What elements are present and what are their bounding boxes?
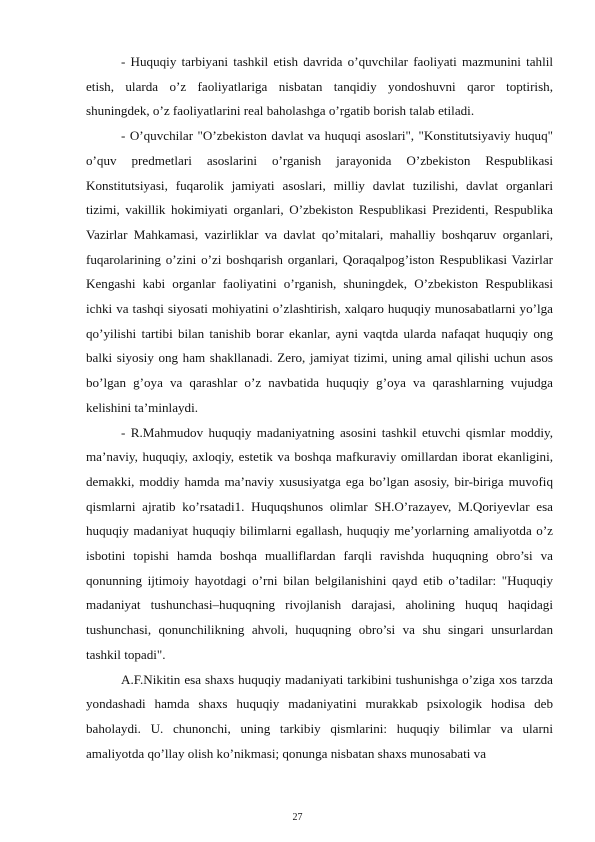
body-text — [86, 50, 553, 766]
page-number: 27 — [292, 812, 303, 823]
paragraph-1: - Huquqiy tarbiyani tashkil etish davrida o’quvchilar faoliyati mazmunini tahlil etish, ularda o’z faoliyatlariga nisbatan tanqidiy yondoshuvni qaror toptirish, shuningdek, o’z faoliyatlarini real baholashga o’rgatib borish talab etiladi. — [86, 54, 553, 119]
paragraph-2: - O’quvchilar "O’zbekiston davlat va huquqi asoslari", "Konstitutsiyaviy huquq" o’quv predmetlari asoslarini o’rganish jarayonida O’zbekiston Respublikasi Konstitutsiyasi, fuqarolik jamiyati asoslari, milliy davlat tuzilishi, davlat organlari tizimi, vakillik hokimiyati organlari, O’zbekiston Respublikasi Prezidenti, Respublika Vazirlar Mahkamasi, vazirliklar va davlat qo’mitalari, mahalliy boshqaruv organlari, fuqarolarining o’zini o’zi boshqarish organlari, Qoraqalpog’iston Respublikasi Vazirlar Kengashi kabi organlar faoliyatini o’rganish, shuningdek, O’zbekiston Respublikasi ichki va tashqi siyosati mohiyatini o’zlashtirish, xalqaro huquqiy munosabatlarni yo’lga qo’yilishi tartibi bilan tanishib borar ekanlar, ayni vaqtda ularda nafaqat huquqiy ong balki siyosiy ong ham shakllanadi. Zero, jamiyat tizimi, uning amal qilishi uchun asos bo’lgan g’oya va qarashlar o’z navbatida huquqiy g’oya va qarashlarning vujudga kelishini ta’minlaydi. — [86, 128, 553, 415]
paragraph-4: A.F.Nikitin esa shaxs huquqiy madaniyati tarkibini tushunishga o’ziga xos tarzda yondashadi hamda shaxs huquqiy madaniyatini murakkab psixologik hodisa deb baholaydi. U. chunonchi, uning tarkibiy qismlarini: huquqiy bilimlar va ularni amaliyotda qo’llay olish ko’nikmasi; qonunga nisbatan shaxs munosabati va — [86, 671, 553, 761]
paragraph-3: - R.Mahmudov huquqiy madaniyatning asosini tashkil etuvchi qismlar moddiy, ma’naviy, huquqiy, axloqiy, estetik va boshqa mafkuraviy omillardan iborat ekanligini, demakki, moddiy hamda ma’naviy xususiyatga ega bo’lgan asosiy, bir-biriga muvofiq qismlarni ajratib ko’rsatadi1. Huquqshunos olimlar SH.O’razayev, M.Qoriyevlar esa huquqiy madaniyat huquqiy bilimlarni egallash, huquqiy me’yorlarning amaliyotda o’z isbotini topishi hamda boshqa mualliflardan farqli ravishda huquqning obro’si va qonunning ijtimoiy hayotdagi o’rni bilan belgilanishini qayd etib o’tadilar: "Huquqiy madaniyat tushunchasi–huquqning rivojlanish darajasi, aholining huquq haqidagi tushunchasi, qonunchilikning ahvoli, huquqning obro’si va shu singari unsurlardan tashkil topadi". — [86, 424, 553, 662]
